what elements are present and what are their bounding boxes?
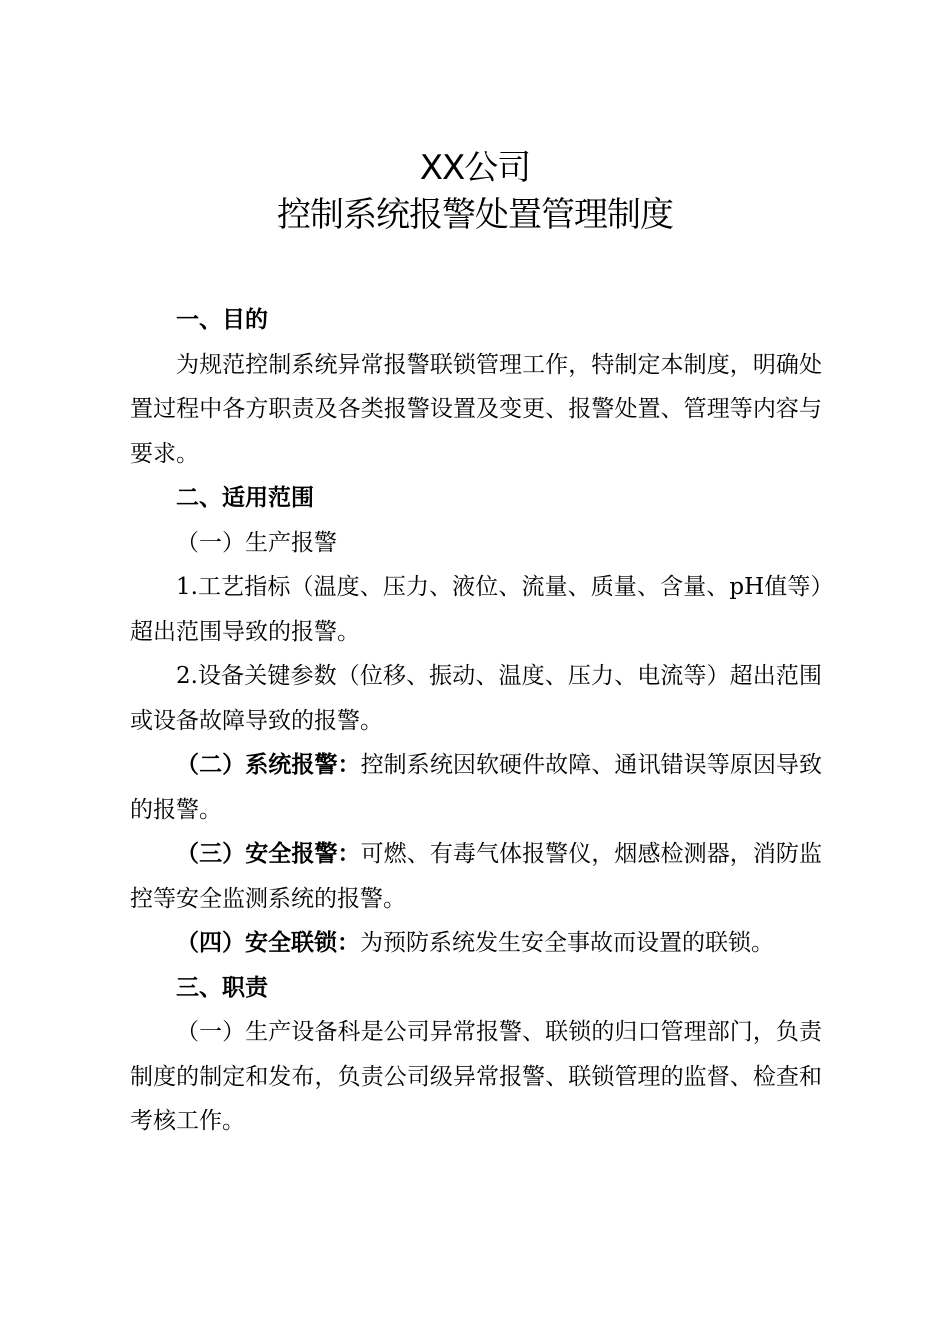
list-item-equipment-parameters: 2.设备关键参数（位移、振动、温度、压力、电流等）超出范围或设备故障导致的报警。: [130, 663, 822, 734]
safety-interlock-text: 为预防系统发生安全事故而设置的联锁。: [360, 930, 774, 956]
list-item-process-indicators: 1.工艺指标（温度、压力、液位、流量、质量、含量、pH值等）超出范围导致的报警。: [130, 574, 822, 645]
document-body: [130, 298, 822, 1144]
section-heading-purpose: 一、目的: [176, 307, 268, 333]
paragraph-responsibilities: （一）生产设备科是公司异常报警、联锁的归口管理部门，负责制度的制定和发布，负责公司级异常报警、联锁管理的监督、检查和考核工作。: [130, 1019, 822, 1134]
section-heading-responsibilities: 三、职责: [176, 974, 268, 1001]
title-document: 控制系统报警处置管理制度: [277, 195, 673, 235]
paragraph-purpose: 为规范控制系统异常报警联锁管理工作，特制定本制度，明确处置过程中各方职责及各类报警设置及变更、报警处置、管理等内容与要求。: [130, 351, 822, 467]
safety-interlock-label: （四）安全联锁：: [176, 929, 360, 956]
system-alarm-text: 控制系统因软硬件故障、通讯错误等原因导致的报警。: [130, 752, 823, 823]
paragraph-safety-interlock: [130, 921, 822, 966]
system-alarm-label: （二）系统报警：: [176, 751, 361, 778]
subheading-production-alarm: （一）生产报警: [176, 529, 337, 556]
paragraph-safety-alarm: [130, 832, 822, 921]
title-company: XX公司: [419, 148, 531, 188]
safety-alarm-label: （三）安全报警：: [176, 840, 361, 867]
paragraph-system-alarm: [130, 743, 822, 832]
safety-alarm-text: 可燃、有毒气体报警仪，烟感检测器，消防监控等安全监测系统的报警。: [130, 841, 823, 912]
section-heading-scope: 二、适用范围: [176, 485, 314, 511]
